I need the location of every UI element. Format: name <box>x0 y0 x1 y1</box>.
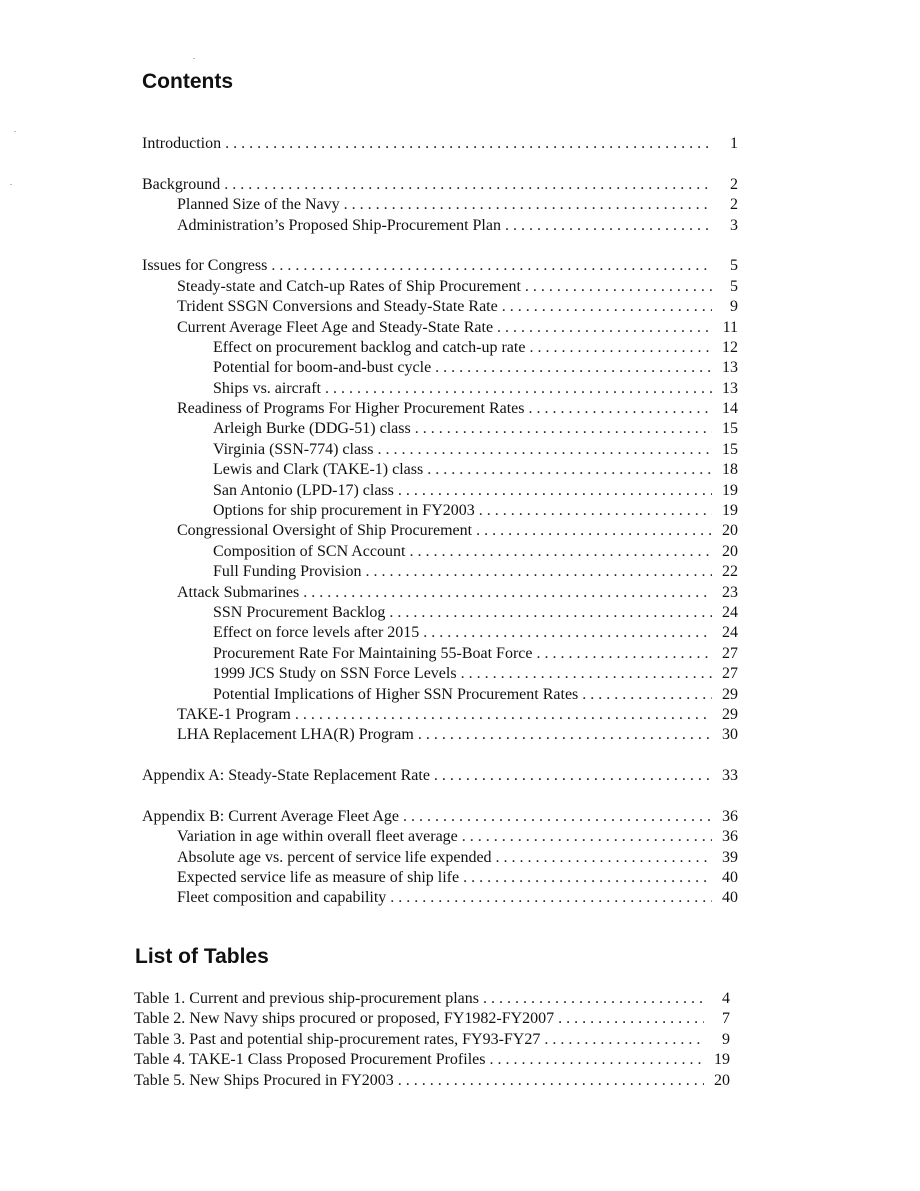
toc-entry-page: 5 <box>730 277 738 295</box>
dot-leader <box>525 277 712 297</box>
dot-leader <box>497 318 712 338</box>
toc-entry-page: 20 <box>722 522 738 540</box>
scan-speck <box>193 58 195 59</box>
toc-entry[interactable] <box>142 358 738 378</box>
toc-entry-page: 11 <box>722 318 738 336</box>
toc-entry-title: Procurement Rate For Maintaining 55-Boat Force <box>213 644 533 662</box>
toc-entry[interactable] <box>142 542 738 562</box>
toc-entry[interactable] <box>142 379 738 399</box>
toc-entry-page: 2 <box>730 175 738 193</box>
toc-entry-page: 14 <box>722 400 738 418</box>
dot-leader <box>505 216 712 236</box>
toc-entry-page: 39 <box>722 848 738 866</box>
toc-entry-page: 13 <box>722 359 738 377</box>
toc-entry[interactable] <box>142 256 738 276</box>
dot-leader <box>225 134 712 154</box>
dot-leader <box>295 705 712 725</box>
toc-entry-page: 18 <box>722 461 738 479</box>
toc-entry[interactable] <box>142 460 738 480</box>
toc-entry-page: 24 <box>722 624 738 642</box>
toc-entry[interactable] <box>142 440 738 460</box>
toc-entry[interactable] <box>142 848 738 868</box>
dot-leader <box>529 338 712 358</box>
toc-entry-title: Table 4. TAKE-1 Class Proposed Procurement Profiles <box>134 1051 486 1069</box>
toc-entry-title: Full Funding Provision <box>213 563 362 581</box>
dot-leader <box>390 888 712 908</box>
dot-leader <box>427 460 712 480</box>
dot-leader <box>544 1030 704 1050</box>
dot-leader <box>461 664 712 684</box>
toc-entry-page: 20 <box>722 542 738 560</box>
scan-speck <box>10 184 12 185</box>
toc-entry-page: 9 <box>730 298 738 316</box>
toc-entry-page: 30 <box>722 726 738 744</box>
group-spacer <box>142 787 738 807</box>
toc-entry-title: Table 1. Current and previous ship-procurement plans <box>134 990 480 1007</box>
tables-list <box>134 989 730 1091</box>
toc-entry-title: Composition of SCN Account <box>213 542 406 560</box>
toc-entry[interactable] <box>134 989 730 1009</box>
group-spacer <box>142 154 738 174</box>
toc-entry-title: Ships vs. aircraft <box>213 379 321 397</box>
group-spacer <box>142 236 738 256</box>
toc-entry-page: 27 <box>722 644 738 662</box>
contents-heading: Contents <box>142 70 233 93</box>
toc-entry-page: 3 <box>730 216 738 234</box>
toc-entry-title: Effect on procurement backlog and catch-up rate <box>213 338 526 356</box>
toc-entry-page: 27 <box>722 665 738 683</box>
toc-entry-title: Expected service life as measure of ship life <box>177 869 460 887</box>
toc-entry[interactable] <box>142 501 738 521</box>
toc-entry-title: Issues for Congress <box>142 257 268 275</box>
toc-entry-page: 9 <box>722 1030 730 1048</box>
toc-entry[interactable] <box>142 664 738 684</box>
dot-leader <box>389 603 712 623</box>
toc-entry-title: Congressional Oversight of Ship Procurement <box>177 522 473 540</box>
toc-entry-title: Planned Size of the Navy <box>177 196 340 214</box>
toc-entry[interactable] <box>142 603 738 623</box>
dot-leader <box>415 419 712 439</box>
toc-entry-title: San Antonio (LPD-17) class <box>213 481 394 499</box>
dot-leader <box>365 562 712 582</box>
toc-entry-title: SSN Procurement Backlog <box>213 603 386 621</box>
dot-leader <box>582 685 712 705</box>
toc-entry-page: 19 <box>722 481 738 499</box>
toc-entry[interactable] <box>142 583 738 603</box>
dot-leader <box>502 297 712 317</box>
toc-entry-page: 15 <box>722 420 738 438</box>
toc-entry[interactable] <box>134 1050 730 1070</box>
toc-entry-title: TAKE-1 Program <box>177 705 291 723</box>
toc-entry-title: Administration’s Proposed Ship-Procurement Plan <box>177 216 501 234</box>
toc-entry-page: 15 <box>722 440 738 458</box>
dot-leader <box>528 399 712 419</box>
dot-leader <box>398 1071 704 1091</box>
toc-entry[interactable] <box>142 725 738 745</box>
toc-entry[interactable] <box>142 685 738 705</box>
dot-leader <box>378 440 712 460</box>
toc-entry[interactable] <box>134 1030 730 1050</box>
toc-entry-title: Fleet composition and capability <box>177 889 387 907</box>
dot-leader <box>303 583 712 603</box>
toc-entry-title: Current Average Fleet Age and Steady-State Rate <box>177 318 494 336</box>
dot-leader <box>462 827 712 847</box>
dot-leader <box>536 644 712 664</box>
dot-leader <box>224 175 712 195</box>
toc-entry-page: 22 <box>722 563 738 581</box>
toc-entry-title: LHA Replacement LHA(R) Program <box>177 726 414 744</box>
toc-entry[interactable] <box>142 419 738 439</box>
dot-leader <box>271 256 712 276</box>
toc-entry[interactable] <box>142 521 738 541</box>
toc-entry-title: Appendix A: Steady-State Replacement Rate <box>142 767 430 785</box>
toc-entry-title: Introduction <box>142 135 222 152</box>
toc-entry[interactable] <box>142 766 738 786</box>
dot-leader <box>496 848 712 868</box>
toc-entry[interactable] <box>134 1009 730 1029</box>
dot-leader <box>344 195 712 215</box>
toc-entry[interactable] <box>142 827 738 847</box>
toc-entry-page: 19 <box>722 502 738 520</box>
toc-entry-title: Trident SSGN Conversions and Steady-State Rate <box>177 298 498 316</box>
dot-leader <box>479 501 712 521</box>
toc-entry-page: 40 <box>722 889 738 907</box>
list-of-tables-heading: List of Tables <box>135 945 269 968</box>
toc-entry-page: 29 <box>722 685 738 703</box>
toc-entry-title: Potential for boom-and-bust cycle <box>213 359 432 377</box>
toc-entry[interactable] <box>142 562 738 582</box>
toc-entry[interactable] <box>142 705 738 725</box>
toc-entry-title: Appendix B: Current Average Fleet Age <box>142 807 399 825</box>
dot-leader <box>403 807 712 827</box>
toc-entry-page: 12 <box>722 338 738 356</box>
toc-entry-title: Steady-state and Catch-up Rates of Ship Procurement <box>177 277 521 295</box>
toc-entry-title: Effect on force levels after 2015 <box>213 624 420 642</box>
dot-leader <box>409 542 712 562</box>
dot-leader <box>476 521 712 541</box>
toc-entry[interactable] <box>142 175 738 195</box>
toc-entry[interactable] <box>142 195 738 215</box>
toc-entry-title: Variation in age within overall fleet average <box>177 828 458 846</box>
toc-entry-page: 5 <box>730 257 738 275</box>
toc-entry[interactable] <box>142 888 738 908</box>
toc-entry-title: Lewis and Clark (TAKE-1) class <box>213 461 424 479</box>
toc-entry-page: 29 <box>722 705 738 723</box>
group-spacer <box>142 746 738 766</box>
toc-entry[interactable] <box>142 644 738 664</box>
dot-leader <box>483 989 704 1009</box>
toc-entry-title: Readiness of Programs For Higher Procurement Rates <box>177 400 525 418</box>
toc-entry-title: Options for ship procurement in FY2003 <box>213 502 475 520</box>
toc-entry[interactable] <box>142 399 738 419</box>
toc-entry-page: 23 <box>722 583 738 601</box>
dot-leader <box>423 623 712 643</box>
toc-entry-page: 13 <box>722 379 738 397</box>
toc-entry-page: 1 <box>730 135 738 152</box>
toc-entry-title: Absolute age vs. percent of service life expended <box>177 848 492 866</box>
toc-entry-page: 40 <box>722 869 738 887</box>
toc-entry-page: 33 <box>722 767 738 785</box>
toc-entry[interactable] <box>142 868 738 888</box>
toc-entry-page: 2 <box>730 196 738 214</box>
toc-entry-title: Table 2. New Navy ships procured or proposed, FY1982-FY2007 <box>134 1010 555 1028</box>
toc-entry[interactable] <box>142 623 738 643</box>
dot-leader <box>463 868 712 888</box>
toc-entry[interactable] <box>134 1071 730 1091</box>
toc-entry-title: Attack Submarines <box>177 583 300 601</box>
toc-entry-page: 20 <box>714 1071 730 1089</box>
dot-leader <box>398 481 712 501</box>
toc-entry[interactable] <box>142 134 738 154</box>
toc-entry-page: 36 <box>722 828 738 846</box>
toc-entry[interactable] <box>142 338 738 358</box>
toc-entry-title: Virginia (SSN-774) class <box>213 440 374 458</box>
toc-entry-title: Table 5. New Ships Procured in FY2003 <box>134 1071 394 1089</box>
dot-leader <box>435 358 712 378</box>
dot-leader <box>434 766 712 786</box>
contents-list <box>142 134 738 909</box>
toc-entry-page: 4 <box>722 990 730 1007</box>
toc-entry-page: 7 <box>722 1010 730 1028</box>
dot-leader <box>418 725 712 745</box>
toc-entry-title: Table 3. Past and potential ship-procurement rates, FY93-FY27 <box>134 1030 541 1048</box>
toc-entry-page: 19 <box>714 1051 730 1069</box>
toc-entry-title: Background <box>142 175 221 193</box>
toc-entry[interactable] <box>142 216 738 236</box>
scan-speck <box>14 131 16 132</box>
toc-entry[interactable] <box>142 318 738 338</box>
toc-entry-page: 36 <box>722 807 738 825</box>
dot-leader <box>489 1050 704 1070</box>
toc-entry[interactable] <box>142 481 738 501</box>
toc-entry-title: 1999 JCS Study on SSN Force Levels <box>213 665 457 683</box>
toc-entry[interactable] <box>142 807 738 827</box>
toc-entry[interactable] <box>142 277 738 297</box>
toc-entry-title: Potential Implications of Higher SSN Procurement Rates <box>213 685 579 703</box>
toc-entry-title: Arleigh Burke (DDG-51) class <box>213 420 411 438</box>
dot-leader <box>558 1009 704 1029</box>
toc-entry[interactable] <box>142 297 738 317</box>
toc-entry-page: 24 <box>722 603 738 621</box>
dot-leader <box>325 379 712 399</box>
